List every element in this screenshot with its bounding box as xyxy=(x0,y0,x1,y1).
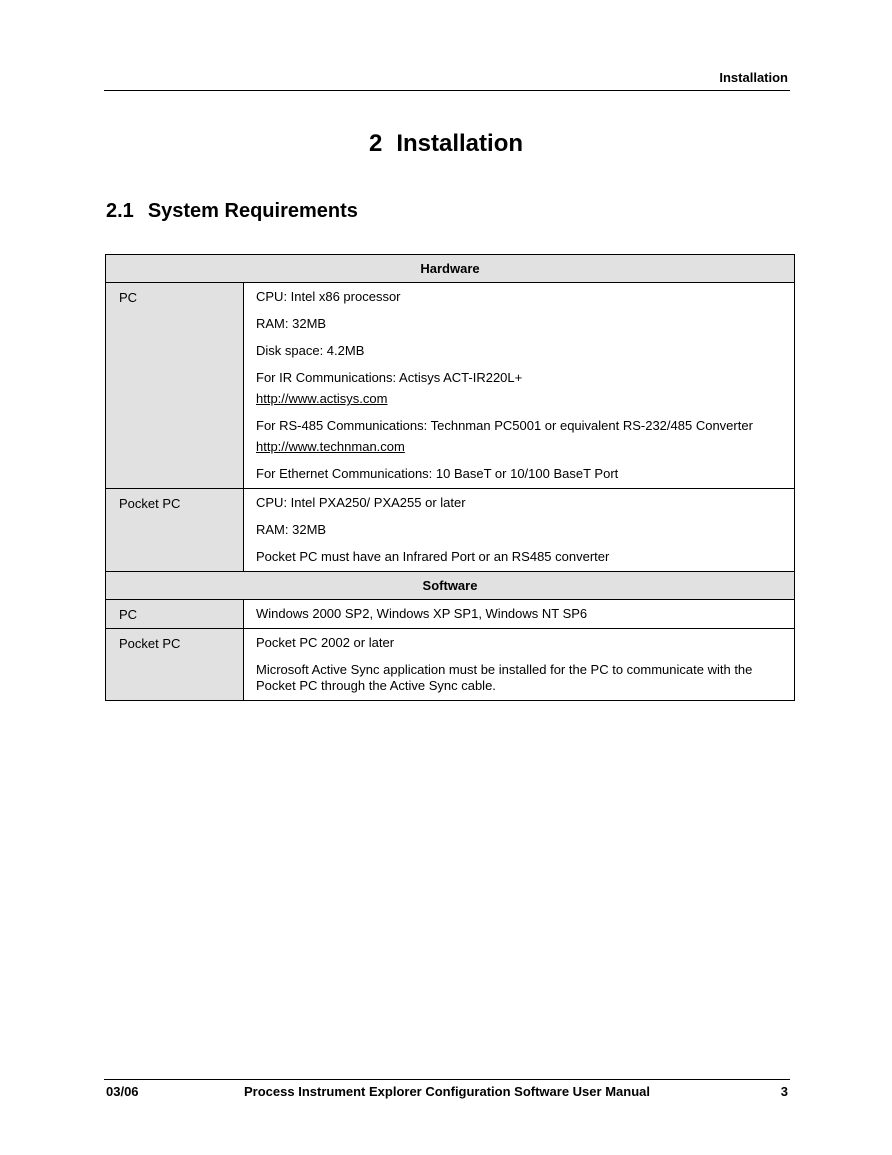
row-content xyxy=(244,283,795,489)
row-label: Pocket PC xyxy=(106,489,244,572)
requirement-line: Microsoft Active Sync application must be installed for the PC to communicate with the Pocket PC through the Active Sync cable. xyxy=(256,662,753,693)
requirement-text: For IR Communications: Actisys ACT-IR220L+ xyxy=(256,370,523,385)
requirement-text: For RS-485 Communications: Technman PC5001 or equivalent RS-232/485 Converter xyxy=(256,418,753,433)
chapter-number: 2 xyxy=(368,130,383,157)
requirement-line: For Ethernet Communications: 10 BaseT or 10/100 BaseT Port xyxy=(256,466,619,481)
requirement-line: CPU: Intel PXA250/ PXA255 or later xyxy=(256,495,466,510)
footer-date: 03/06 xyxy=(106,1084,139,1099)
row-label: Pocket PC xyxy=(106,629,244,701)
chapter-title-text: Installation xyxy=(396,130,524,157)
system-requirements-table xyxy=(105,254,795,701)
requirement-line-with-link xyxy=(256,418,782,455)
actisys-link[interactable]: http://www.actisys.com xyxy=(256,391,388,406)
footer-page-number: 3 xyxy=(780,1084,788,1099)
footer-doc-title: Process Instrument Explorer Configuration Software User Manual xyxy=(244,1084,650,1099)
table-row xyxy=(106,600,795,629)
requirement-line: Pocket PC 2002 or later xyxy=(256,635,395,650)
table-row xyxy=(106,629,795,701)
software-heading-row xyxy=(106,572,795,600)
row-content xyxy=(244,629,795,701)
section-title-text: System Requirements xyxy=(147,200,358,222)
row-content xyxy=(244,600,795,629)
requirement-line: Disk space: 4.2MB xyxy=(256,343,365,358)
section-number: 2.1 xyxy=(106,200,134,222)
requirement-line: RAM: 32MB xyxy=(256,522,327,537)
header-rule xyxy=(104,90,790,91)
hardware-heading-row xyxy=(106,255,795,283)
requirement-line-with-link xyxy=(256,370,782,407)
section-title xyxy=(106,200,358,223)
running-header: Installation xyxy=(719,70,788,85)
table-row xyxy=(106,489,795,572)
footer-rule xyxy=(104,1079,790,1080)
technman-link[interactable]: http://www.technman.com xyxy=(256,439,405,454)
requirement-line: Windows 2000 SP2, Windows XP SP1, Windows NT SP6 xyxy=(256,606,588,621)
table-row xyxy=(106,283,795,489)
row-label: PC xyxy=(106,600,244,629)
software-heading: Software xyxy=(106,572,795,600)
requirement-line: CPU: Intel x86 processor xyxy=(256,289,401,304)
chapter-title xyxy=(0,130,892,158)
row-label: PC xyxy=(106,283,244,489)
requirement-line: Pocket PC must have an Infrared Port or an RS485 converter xyxy=(256,549,610,564)
hardware-heading: Hardware xyxy=(106,255,795,283)
requirement-line: RAM: 32MB xyxy=(256,316,327,331)
row-content xyxy=(244,489,795,572)
